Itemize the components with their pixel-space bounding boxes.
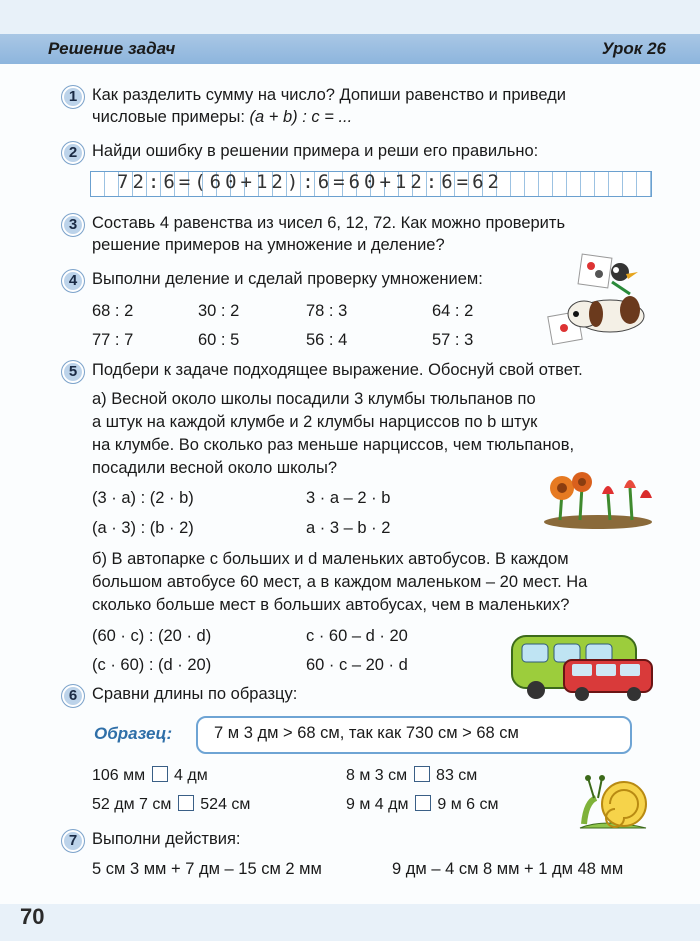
comparison-left: 52 дм 7 см <box>92 796 172 813</box>
section-title: Решение задач <box>48 39 176 58</box>
task5a-line: посадили весной около школы? <box>92 459 337 477</box>
buses-illustration <box>508 630 658 702</box>
answer-box[interactable] <box>178 795 194 811</box>
page-number: 70 <box>20 904 45 929</box>
comparison-right: 9 м 6 см <box>437 796 499 813</box>
task5a-expr: (3 · a) : (2 · b) <box>92 489 194 507</box>
task4-expr: 60 : 5 <box>198 331 240 349</box>
header-bar <box>0 34 700 64</box>
task5a-expr: a · 3 – b · 2 <box>306 519 391 537</box>
task3-line2: решение примеров на умножение и деление? <box>92 236 445 254</box>
lesson-title: Урок 26 <box>601 39 666 58</box>
task1-line2 <box>92 106 352 129</box>
comparison-item <box>92 795 250 814</box>
task-number-5: 5 <box>61 360 85 384</box>
sample-text: 7 м 3 дм > 68 см, так как 730 см > 68 см <box>214 724 519 742</box>
task4-expr: 57 : 3 <box>432 331 474 349</box>
task5b-expr: (c · 60) : (d · 20) <box>92 656 212 674</box>
task5a-expr: (a · 3) : (b · 2) <box>92 519 194 537</box>
task-number-3: 3 <box>61 213 85 237</box>
task4-expr: 78 : 3 <box>306 302 348 320</box>
comparison-left: 9 м 4 дм <box>346 796 409 813</box>
task7-expr: 9 дм – 4 см 8 мм + 1 дм 48 мм <box>392 860 624 878</box>
comparison-right: 524 см <box>200 796 251 813</box>
task4-expr: 68 : 2 <box>92 302 134 320</box>
task5b-line: сколько больше мест в больших автобусах, чем в маленьких? <box>92 596 570 614</box>
task1-line1: Как разделить сумму на число? Допиши равенство и приведи <box>92 86 566 104</box>
task5b-line: б) В автопарке c больших и d маленьких автобусов. В каждом <box>92 550 569 568</box>
task4-expr: 64 : 2 <box>432 302 474 320</box>
task6-line1: Сравни длины по образцу: <box>92 685 298 703</box>
task4-expr: 30 : 2 <box>198 302 240 320</box>
sample-label: Образец: <box>94 724 173 743</box>
task7-expr: 5 см 3 мм + 7 дм – 15 см 2 мм <box>92 860 322 878</box>
task5a-line: a штук на каждой клумбе и 2 клумбы нарциссов по b штук <box>92 413 538 431</box>
task5b-expr: c · 60 – d · 20 <box>306 627 408 645</box>
comparison-item <box>346 766 477 785</box>
comparison-right: 4 дм <box>174 767 208 784</box>
task5a-line: а) Весной около школы посадили 3 клумбы тюльпанов по <box>92 390 536 408</box>
task5b-expr: (60 · c) : (20 · d) <box>92 627 212 645</box>
task1-formula: (a + b) : c = ... <box>249 108 353 126</box>
comparison-left: 106 мм <box>92 767 146 784</box>
answer-box[interactable] <box>415 795 431 811</box>
task7-line1: Выполни действия: <box>92 830 241 848</box>
comparison-item <box>346 795 499 814</box>
task-number-7: 7 <box>61 829 85 853</box>
comparison-left: 8 м 3 см <box>346 767 408 784</box>
task-number-4: 4 <box>61 269 85 293</box>
comparison-right: 83 см <box>436 767 478 784</box>
task-number-6: 6 <box>61 684 85 708</box>
task5b-expr: 60 · c – 20 · d <box>306 656 408 674</box>
task4-line1: Выполни деление и сделай проверку умножением: <box>92 270 483 288</box>
task2-line1: Найди ошибку в решении примера и реши его правильно: <box>92 142 539 160</box>
handwritten-solution: 72:6=(60+12):6=60+12:6=62 <box>117 171 503 193</box>
sample-box <box>196 716 632 754</box>
flowers-illustration <box>540 470 656 530</box>
task3-line1: Составь 4 равенства из чисел 6, 12, 72. Как можно проверить <box>92 214 566 232</box>
task5a-expr: 3 · a – 2 · b <box>306 489 391 507</box>
task-number-2: 2 <box>61 141 85 165</box>
answer-box[interactable] <box>152 766 168 782</box>
dog-illustration <box>540 252 656 348</box>
task4-expr: 77 : 7 <box>92 331 134 349</box>
task5-line1: Подбери к задаче подходящее выражение. Обоснуй свой ответ. <box>92 361 583 379</box>
snail-illustration <box>574 772 656 834</box>
task5b-line: большом автобусе 60 мест, а в каждом маленьком – 20 мест. На <box>92 573 588 591</box>
comparison-item <box>92 766 208 785</box>
task-number-1: 1 <box>61 85 85 109</box>
handwriting-strip <box>90 171 652 197</box>
answer-box[interactable] <box>414 766 430 782</box>
task4-expr: 56 : 4 <box>306 331 348 349</box>
task1-line2-text: числовые примеры: <box>92 108 250 126</box>
task5a-line: на клумбе. Во сколько раз меньше нарциссов, чем тюльпанов, <box>92 436 575 454</box>
